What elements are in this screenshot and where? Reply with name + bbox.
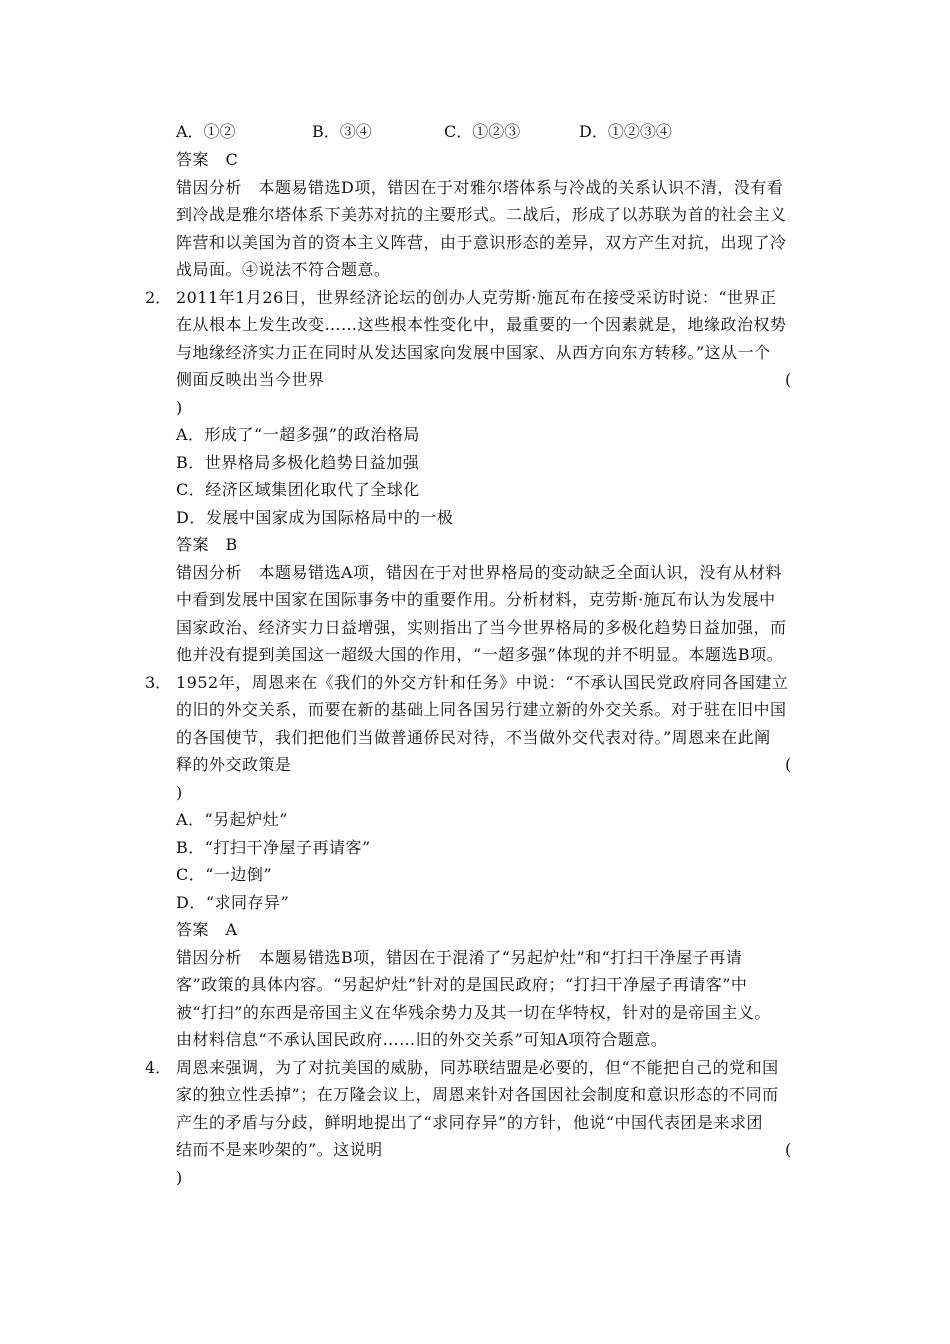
q1-option-b: B．③④ <box>312 122 372 141</box>
q4-paren-open: ( <box>785 1140 792 1159</box>
q3-paren-open: ( <box>785 755 792 774</box>
q2-analysis-line: 他并没有提到美国这一超级大国的作用，“一超多强”体现的并不明显。本题选B项。 <box>176 645 784 664</box>
q2-number: 2． <box>145 288 172 307</box>
q2-stem-line: 与地缘经济实力正在同时从发达国家向发展中国家、从西方向东方转移。”这从一个 <box>176 343 771 362</box>
q3-stem-line: 1952年，周恩来在《我们的外交方针和任务》中说：“不承认国民党政府同各国建立 <box>176 673 789 692</box>
q1-analysis-line: 阵营和以美国为首的资本主义阵营，由于意识形态的差异，双方产生对抗，出现了冷 <box>176 233 787 252</box>
q2-option-b: B．世界格局多极化趋势日益加强 <box>176 453 420 472</box>
q2-stem-line: 2011年1月26日，世界经济论坛的创办人克劳斯·施瓦布在接受采访时说：“世界正 <box>176 288 777 307</box>
q1-option-a: A．①② <box>176 122 236 141</box>
q2-stem-line: 侧面反映出当今世界 <box>176 370 325 389</box>
q2-option-a: A．形成了“一超多强”的政治格局 <box>176 425 420 444</box>
q3-analysis-line: 错因分析 本题易错选B项，错因在于混淆了“另起炉灶”和“打扫干净屋子再请 <box>176 948 743 967</box>
q3-stem-line: 释的外交政策是 <box>176 755 292 774</box>
q2-paren-close: ) <box>176 398 183 417</box>
q3-answer: 答案 A <box>176 920 238 939</box>
q4-stem-line: 结而不是来吵架的”。这说明 <box>176 1140 383 1159</box>
q4-number: 4． <box>145 1058 172 1077</box>
q2-analysis-line: 错因分析 本题易错选A项，错因在于对世界格局的变动缺乏全面认识，没有从材料 <box>176 563 783 582</box>
q3-analysis-line: 由材料信息“不承认国民政府……旧的外交关系”可知A项符合题意。 <box>176 1030 668 1049</box>
q2-analysis-line: 国家政治、经济实力日益增强，实则指出了当今世界格局的多极化趋势日益加强，而 <box>176 618 787 637</box>
q1-answer: 答案 C <box>176 150 239 169</box>
q1-analysis-line: 战局面。④说法不符合题意。 <box>176 260 391 279</box>
q2-option-c: C．经济区域集团化取代了全球化 <box>176 480 420 499</box>
q2-option-d: D．发展中国家成为国际格局中的一极 <box>176 508 454 527</box>
q1-analysis-line: 错因分析 本题易错选D项，错因在于对雅尔塔体系与冷战的关系认识不清，没有看 <box>176 178 784 197</box>
q2-stem-line: 在从根本上发生改变……这些根本性变化中，最重要的一个因素就是，地缘政治权势 <box>176 315 787 334</box>
q3-stem-line: 的各国使节，我们把他们当做普通侨民对待，不当做外交代表对待。”周恩来在此阐 <box>176 728 771 747</box>
q3-number: 3． <box>145 673 172 692</box>
q2-answer: 答案 B <box>176 535 238 554</box>
q3-paren-close: ) <box>176 783 183 802</box>
q3-option-d: D．“求同存异” <box>176 893 290 912</box>
q4-stem-line: 周恩来强调，为了对抗美国的威胁，同苏联结盟是必要的，但“不能把自己的党和国 <box>176 1058 779 1077</box>
q2-analysis-line: 中看到发展中国家在国际事务中的重要作用。分析材料，克劳斯·施瓦布认为发展中 <box>176 590 776 609</box>
q2-paren-open: ( <box>785 370 792 389</box>
q1-option-d: D．①②③④ <box>579 122 672 141</box>
q1-option-c: C．①②③ <box>444 122 521 141</box>
q3-stem-line: 的旧的外交关系，而要在新的基础上同各国另行建立新的外交关系。对于驻在旧中国 <box>176 700 787 719</box>
q3-option-b: B．“打扫干净屋子再请客” <box>176 838 371 857</box>
q3-analysis-line: 客”政策的具体内容。“另起炉灶”针对的是国民政府；“打扫干净屋子再请客”中 <box>176 975 748 994</box>
q3-analysis-line: 被“打扫”的东西是帝国主义在华残余势力及其一切在华特权，针对的是帝国主义。 <box>176 1003 771 1022</box>
q4-paren-close: ) <box>176 1168 183 1187</box>
q4-stem-line: 家的独立性丢掉”；在万隆会议上，周恩来针对各国因社会制度和意识形态的不同而 <box>176 1085 779 1104</box>
q4-stem-line: 产生的矛盾与分歧，鲜明地提出了“求同存异”的方针，他说“中国代表团是来求团 <box>176 1113 764 1132</box>
q3-option-c: C．“一边倒” <box>176 865 273 884</box>
q1-analysis-line: 到冷战是雅尔塔体系下美苏对抗的主要形式。二战后，形成了以苏联为首的社会主义 <box>176 205 787 224</box>
q3-option-a: A．“另起炉灶” <box>176 810 288 829</box>
